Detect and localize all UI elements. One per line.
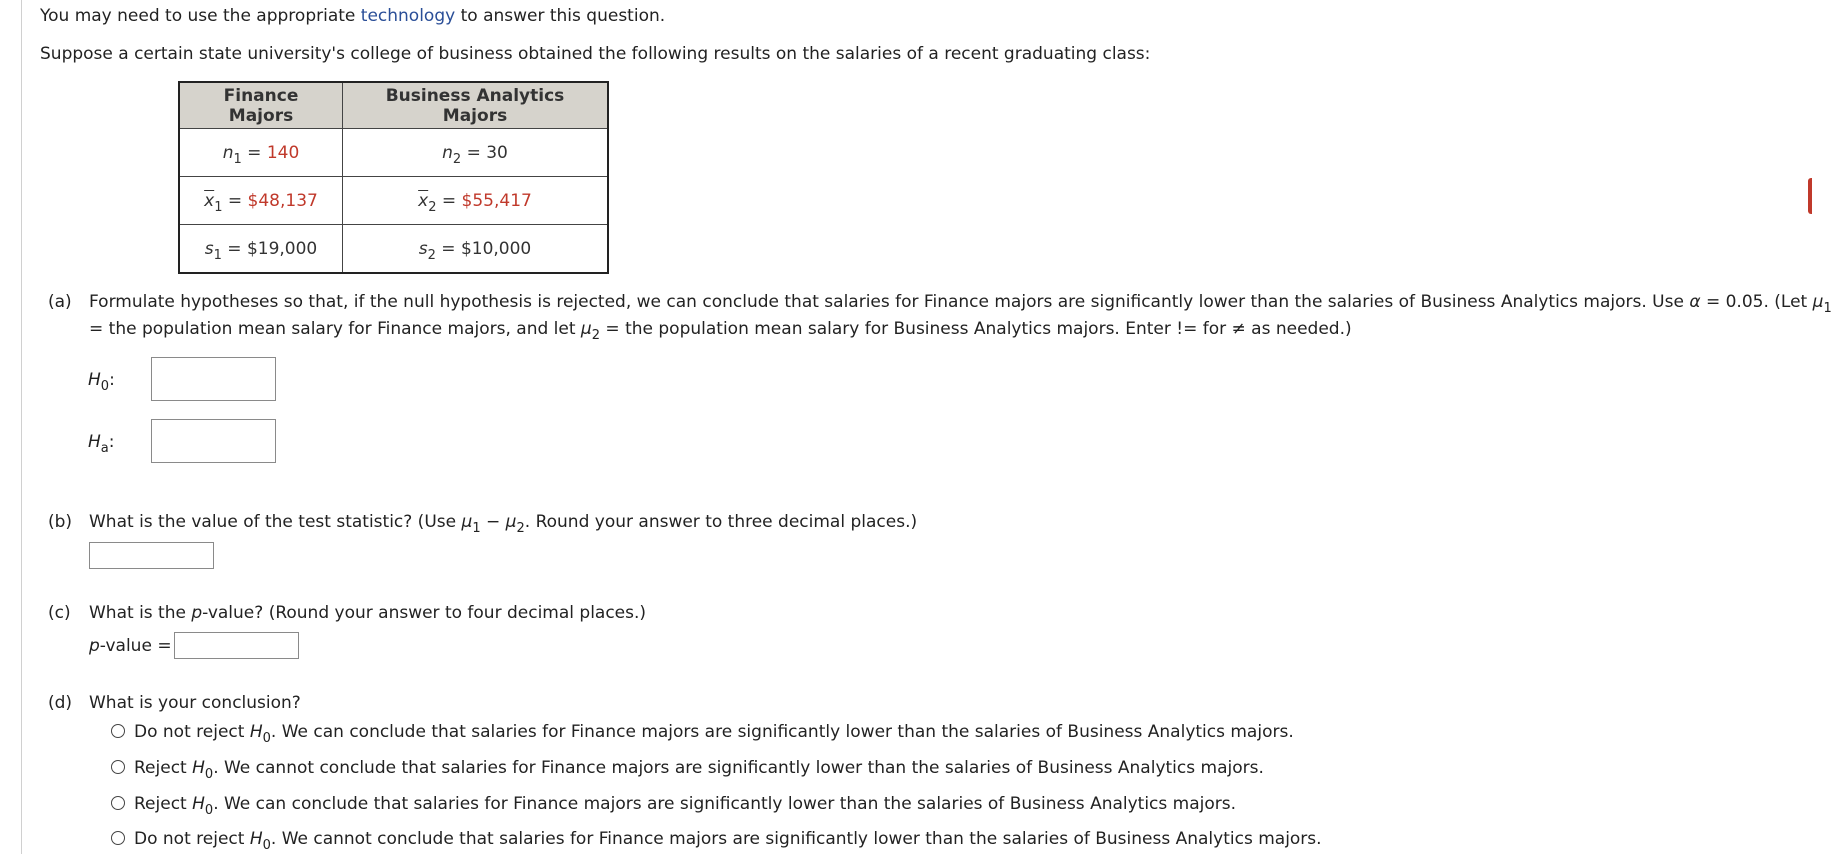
mu1-symbol-b: μ [461, 512, 473, 532]
problem-statement: Suppose a certain state university's college of business obtained the following results on the salaries of a recent graduating class: [40, 44, 1151, 64]
ha-symbol: H [88, 432, 101, 452]
mu2-subscript: 2 [591, 328, 601, 343]
x1-bar-symbol: $\overline{x}$ [204, 190, 215, 211]
h0-subscript: 0 [100, 379, 110, 394]
ha-label [88, 432, 115, 456]
part-a-line1 [89, 292, 1832, 316]
mu1-symbol: μ [1812, 292, 1824, 312]
n2-symbol: n [442, 142, 453, 163]
s1-symbol: s [204, 238, 214, 259]
part-d-label: (d) [48, 693, 73, 713]
x2-value: $55,417 [461, 190, 532, 211]
part-a-text: Formulate hypotheses so that, if the null hypothesis is rejected, we can conclude that salaries for Finance majors are significantly lower than the salaries of Business Analytics majors. Use [89, 292, 1690, 312]
s2-symbol: s [418, 238, 428, 259]
s2-cell [343, 225, 609, 274]
option-2-pre: Reject [134, 758, 193, 778]
table-row [179, 225, 608, 274]
part-a-label: (a) [48, 292, 72, 312]
conclusion-option-4[interactable] [134, 829, 1322, 853]
null-hypothesis-input[interactable] [151, 357, 276, 401]
conclusion-option-2[interactable] [134, 758, 1264, 782]
x2-cell [343, 177, 609, 225]
finance-majors-header: Finance Majors [179, 82, 343, 129]
part-a-text-2b: = the population mean salary for Business Analytics majors. Enter != for ≠ as needed.) [600, 319, 1352, 339]
conclusion-radio-3[interactable] [111, 796, 125, 810]
side-panel-tab[interactable] [1808, 178, 1812, 214]
option-1-post: . We can conclude that salaries for Finance majors are significantly lower than the salaries of Business Analytics majors. [270, 722, 1294, 742]
mu2-symbol: μ [580, 319, 592, 339]
x1-cell [179, 177, 343, 225]
option-3-hsub: 0 [204, 803, 214, 818]
option-4-post: . We cannot conclude that salaries for Finance majors are significantly lower than the salaries of Business Analytics majors. [270, 829, 1322, 849]
n1-symbol: n [222, 142, 234, 163]
part-c-text-a: What is the [89, 603, 192, 623]
ha-colon: : [108, 432, 115, 452]
s2-equals-value: = $10,000 [435, 238, 532, 259]
part-a-line2 [89, 319, 1352, 343]
n2-equals-value: = 30 [461, 142, 508, 163]
conclusion-radio-4[interactable] [111, 831, 125, 845]
option-1-pre: Do not reject [134, 722, 250, 742]
mu1-subscript: 1 [1823, 301, 1832, 316]
n1-value: 140 [266, 142, 300, 163]
p-symbol: p [191, 603, 203, 623]
intro-prefix: You may need to use the appropriate [40, 6, 356, 26]
x1-value: $48,137 [247, 190, 318, 211]
x2-equals: = [436, 190, 462, 211]
intro-line [40, 6, 665, 26]
option-2-h: H [192, 758, 205, 778]
pvalue-label-text: -value = [99, 636, 172, 656]
table-row [179, 177, 608, 225]
part-b-question [89, 512, 918, 536]
table-header-row [179, 82, 608, 129]
alpha-symbol: α [1689, 292, 1701, 312]
x1-subscript: 1 [214, 199, 223, 215]
h0-colon: : [109, 370, 115, 390]
part-c-text-b: -value? (Round your answer to four decimal places.) [202, 603, 647, 623]
option-1-hsub: 0 [262, 731, 271, 746]
h0-label [88, 370, 115, 394]
salary-data-table [178, 81, 609, 274]
technology-link[interactable]: technology [360, 6, 456, 26]
option-3-pre: Reject [134, 794, 193, 814]
alternative-hypothesis-input[interactable] [151, 419, 276, 463]
minus-sign: − [480, 512, 506, 532]
option-3-post: . We can conclude that salaries for Finance majors are significantly lower than the salaries of Business Analytics majors. [213, 794, 1237, 814]
s1-cell [179, 225, 343, 274]
pvalue-p-symbol: p [89, 636, 100, 656]
n2-cell [343, 129, 609, 177]
ha-subscript: a [100, 441, 109, 456]
n1-subscript: 1 [233, 151, 242, 167]
option-2-hsub: 0 [204, 767, 214, 782]
page-left-border [21, 0, 22, 854]
alpha-value: = 0.05. (Let [1700, 292, 1813, 312]
part-b-label: (b) [48, 512, 73, 532]
intro-suffix: to answer this question. [460, 6, 666, 26]
mu2-subscript-b: 2 [516, 521, 525, 536]
business-analytics-header: Business Analytics Majors [343, 82, 609, 129]
conclusion-option-3[interactable] [134, 794, 1237, 818]
s1-equals-value: = $19,000 [221, 238, 318, 259]
conclusion-option-1[interactable] [134, 722, 1294, 746]
n1-equals: = [241, 142, 267, 163]
s1-subscript: 1 [213, 247, 222, 263]
pvalue-input[interactable] [174, 632, 299, 659]
part-d-question: What is your conclusion? [89, 693, 301, 713]
mu2-symbol-b: μ [505, 512, 517, 532]
mu1-subscript-b: 1 [472, 521, 481, 536]
option-4-hsub: 0 [262, 838, 271, 853]
part-a-text-2a: = the population mean salary for Finance majors, and let [89, 319, 581, 339]
pvalue-label [89, 636, 172, 656]
x2-subscript: 2 [428, 199, 437, 215]
n2-subscript: 2 [452, 151, 462, 167]
x2-bar-symbol: $\overline{x}$ [418, 190, 429, 211]
table-row [179, 129, 608, 177]
part-b-text-a: What is the value of the test statistic? (Use [89, 512, 462, 532]
conclusion-radio-2[interactable] [111, 760, 125, 774]
s2-subscript: 2 [427, 247, 436, 263]
option-4-h: H [249, 829, 263, 849]
part-c-question [89, 603, 646, 623]
x1-equals: = [222, 190, 248, 211]
h0-symbol: H [88, 370, 101, 390]
option-3-h: H [192, 794, 205, 814]
test-statistic-input[interactable] [89, 542, 214, 569]
part-c-label: (c) [48, 603, 71, 623]
n1-cell [179, 129, 343, 177]
part-b-text-b: . Round your answer to three decimal places.) [524, 512, 918, 532]
option-2-post: . We cannot conclude that salaries for Finance majors are significantly lower than the salaries of Business Analytics majors. [213, 758, 1264, 778]
option-1-h: H [249, 722, 263, 742]
option-4-pre: Do not reject [134, 829, 250, 849]
conclusion-radio-1[interactable] [111, 724, 125, 738]
